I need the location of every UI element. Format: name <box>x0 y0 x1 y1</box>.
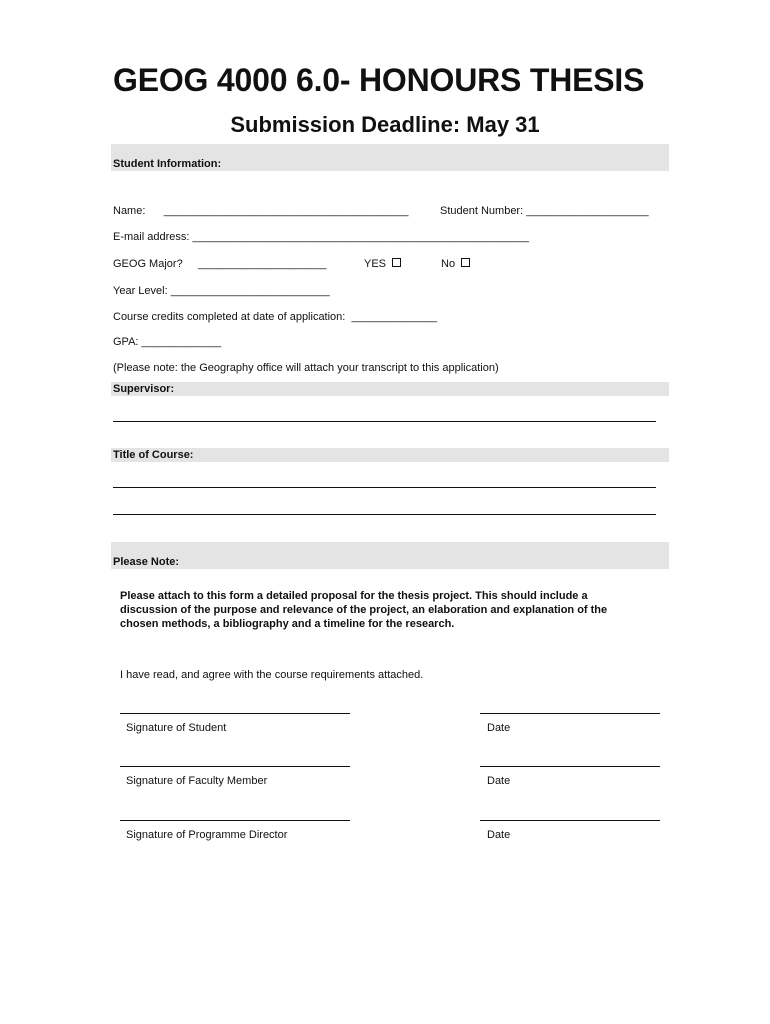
faculty-date-label: Date <box>487 775 511 787</box>
course-title-line-2[interactable] <box>113 514 656 515</box>
form-title: GEOG 4000 6.0- HONOURS THESIS <box>113 62 645 98</box>
supervisor-header <box>111 382 669 396</box>
director-signature-label: Signature of Programme Director <box>126 829 288 841</box>
course-title-label: Title of Course: <box>113 449 194 461</box>
student-signature-label: Signature of Student <box>126 722 227 734</box>
no-label: No <box>441 258 456 270</box>
student-signature-line[interactable] <box>120 713 350 714</box>
supervisor-label: Supervisor: <box>113 383 175 395</box>
gpa-field[interactable]: GPA: _____________ <box>113 336 222 348</box>
student-info-header <box>111 144 669 171</box>
geog-major-field[interactable]: GEOG Major? _____________________ <box>113 258 327 270</box>
proposal-instructions: Please attach to this form a detailed proposal for the thesis project. This should include a discussion of the purpose and relevance of the project, an elaboration and explanation of the chosen methods, a bibliography and a timeline for the research. <box>120 590 608 630</box>
please-note-header <box>111 542 669 569</box>
yes-label: YES <box>364 258 387 270</box>
student-date-label: Date <box>487 722 511 734</box>
director-date-label: Date <box>487 829 511 841</box>
submission-deadline: Submission Deadline: May 31 <box>230 112 540 137</box>
transcript-note: (Please note: the Geography office will attach your transcript to this application) <box>113 362 499 374</box>
credits-field[interactable]: Course credits completed at date of application: ______________ <box>113 311 438 323</box>
no-checkbox[interactable] <box>461 258 470 267</box>
faculty-signature-label: Signature of Faculty Member <box>126 775 268 787</box>
student-info-label: Student Information: <box>113 158 222 170</box>
director-signature-line[interactable] <box>120 820 350 821</box>
faculty-date-line[interactable] <box>480 766 660 767</box>
student-date-line[interactable] <box>480 713 660 714</box>
course-title-header <box>111 448 669 462</box>
name-field[interactable]: Name: ________________________________________ <box>113 205 409 217</box>
director-date-line[interactable] <box>480 820 660 821</box>
yes-checkbox[interactable] <box>392 258 401 267</box>
student-number-field[interactable]: Student Number: ____________________ <box>440 205 649 217</box>
yes-option[interactable] <box>364 258 401 270</box>
agreement-statement: I have read, and agree with the course requirements attached. <box>120 669 424 681</box>
please-note-label: Please Note: <box>113 556 180 568</box>
course-title-line-1[interactable] <box>113 487 656 488</box>
supervisor-line[interactable] <box>113 421 656 422</box>
no-option[interactable] <box>441 258 470 270</box>
faculty-signature-line[interactable] <box>120 766 350 767</box>
email-field[interactable]: E-mail address: _______________________________________________________ <box>113 231 529 243</box>
year-level-field[interactable]: Year Level: __________________________ <box>113 285 330 297</box>
